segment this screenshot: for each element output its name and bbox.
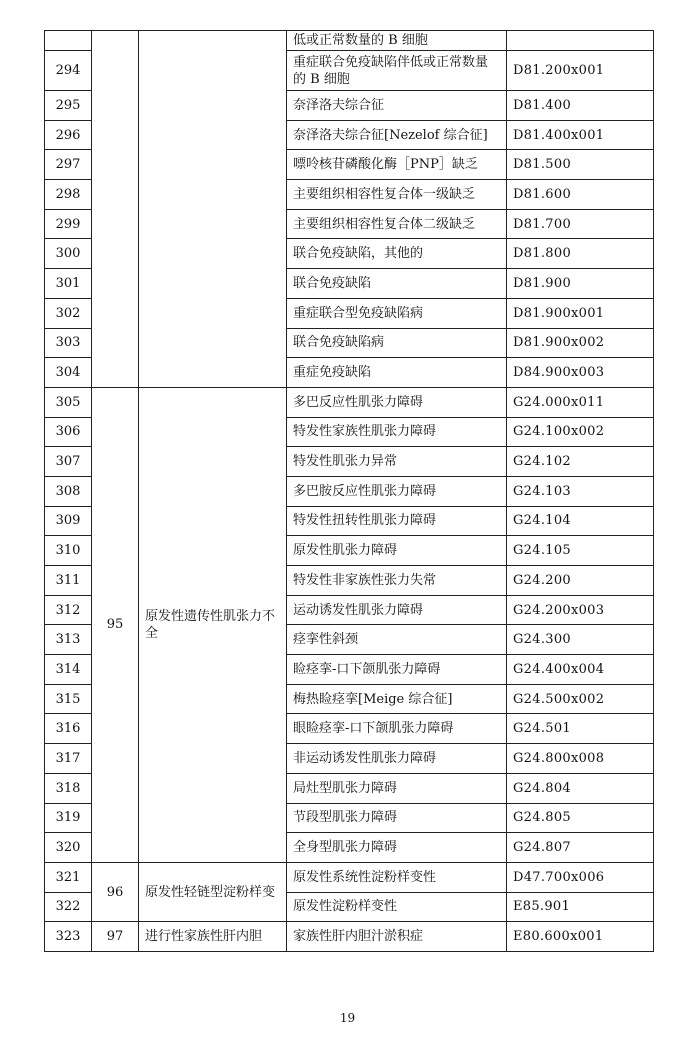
row-number: 297 [45, 150, 92, 180]
icd-code: D84.900x003 [507, 358, 654, 388]
row-number: 304 [45, 358, 92, 388]
disease-name: 多巴胺反应性肌张力障碍 [287, 476, 507, 506]
row-number: 307 [45, 447, 92, 477]
disease-name: 全身型肌张力障碍 [287, 833, 507, 863]
disease-name: 特发性家族性肌张力障碍 [287, 417, 507, 447]
row-number: 308 [45, 476, 92, 506]
row-number: 306 [45, 417, 92, 447]
icd-code: E85.901 [507, 892, 654, 922]
disease-name: 原发性肌张力障碍 [287, 536, 507, 566]
icd-code: D81.900 [507, 269, 654, 299]
icd-code: G24.102 [507, 447, 654, 477]
row-number: 299 [45, 209, 92, 239]
table-body [45, 31, 654, 952]
row-number: 312 [45, 595, 92, 625]
icd-code: D81.400x001 [507, 120, 654, 150]
icd-code: G24.805 [507, 803, 654, 833]
group-name [139, 31, 287, 388]
icd-code: D81.900x001 [507, 298, 654, 328]
disease-name: 原发性系统性淀粉样变性 [287, 862, 507, 892]
row-number: 311 [45, 566, 92, 596]
row-number: 320 [45, 833, 92, 863]
disease-name: 嘌呤核苷磷酸化酶［PNP］缺乏 [287, 150, 507, 180]
icd-code: E80.600x001 [507, 922, 654, 952]
icd-code: G24.000x011 [507, 387, 654, 417]
disease-name: 重症联合免疫缺陷伴低或正常数量的 B 细胞 [287, 51, 507, 91]
disease-name: 奈泽洛夫综合征[Nezelof 综合征] [287, 120, 507, 150]
page-number: 19 [339, 1011, 356, 1025]
disease-name: 睑痉挛-口下颌肌张力障碍 [287, 655, 507, 685]
row-number: 323 [45, 922, 92, 952]
row-number: 305 [45, 387, 92, 417]
row-number: 296 [45, 120, 92, 150]
row-number: 319 [45, 803, 92, 833]
icd-code: G24.103 [507, 476, 654, 506]
disease-name: 节段型肌张力障碍 [287, 803, 507, 833]
disease-name: 主要组织相容性复合体二级缺乏 [287, 209, 507, 239]
table-row [45, 31, 654, 51]
group-name: 进行性家族性肝内胆 [139, 922, 287, 952]
icd-code: G24.804 [507, 773, 654, 803]
disease-name: 非运动诱发性肌张力障碍 [287, 744, 507, 774]
disease-code-table [44, 30, 654, 952]
disease-name: 运动诱发性肌张力障碍 [287, 595, 507, 625]
group-number: 97 [92, 922, 139, 952]
row-number: 303 [45, 328, 92, 358]
disease-name: 低或正常数量的 B 细胞 [287, 31, 507, 51]
row-number [45, 31, 92, 51]
icd-code: G24.501 [507, 714, 654, 744]
icd-code: D81.600 [507, 180, 654, 210]
row-number: 314 [45, 655, 92, 685]
disease-name: 重症联合型免疫缺陷病 [287, 298, 507, 328]
icd-code: G24.104 [507, 506, 654, 536]
disease-name: 联合免疫缺陷 [287, 269, 507, 299]
row-number: 295 [45, 91, 92, 121]
disease-name: 特发性肌张力异常 [287, 447, 507, 477]
table-row [45, 387, 654, 417]
disease-name: 原发性淀粉样变性 [287, 892, 507, 922]
disease-name: 奈泽洛夫综合征 [287, 91, 507, 121]
row-number: 318 [45, 773, 92, 803]
icd-code: D81.900x002 [507, 328, 654, 358]
row-number: 309 [45, 506, 92, 536]
icd-code: G24.500x002 [507, 684, 654, 714]
row-number: 315 [45, 684, 92, 714]
icd-code: D81.800 [507, 239, 654, 269]
row-number: 321 [45, 862, 92, 892]
icd-code: G24.200x003 [507, 595, 654, 625]
disease-name: 联合免疫缺陷病 [287, 328, 507, 358]
icd-code: G24.105 [507, 536, 654, 566]
disease-name: 特发性扭转性肌张力障碍 [287, 506, 507, 536]
icd-code: D47.700x006 [507, 862, 654, 892]
table-row [45, 922, 654, 952]
group-number: 96 [92, 862, 139, 921]
row-number: 302 [45, 298, 92, 328]
icd-code: D81.700 [507, 209, 654, 239]
disease-name: 多巴反应性肌张力障碍 [287, 387, 507, 417]
row-number: 300 [45, 239, 92, 269]
icd-code: D81.500 [507, 150, 654, 180]
row-number: 313 [45, 625, 92, 655]
row-number: 298 [45, 180, 92, 210]
disease-name: 梅热睑痉挛[Meige 综合征] [287, 684, 507, 714]
row-number: 316 [45, 714, 92, 744]
row-number: 301 [45, 269, 92, 299]
row-number: 310 [45, 536, 92, 566]
icd-code: G24.100x002 [507, 417, 654, 447]
disease-name: 家族性肝内胆汁淤积症 [287, 922, 507, 952]
group-name: 原发性遗传性肌张力不全 [139, 387, 287, 862]
disease-name: 眼睑痉挛-口下颌肌张力障碍 [287, 714, 507, 744]
disease-name: 痉挛性斜颈 [287, 625, 507, 655]
row-number: 322 [45, 892, 92, 922]
group-name: 原发性轻链型淀粉样变 [139, 862, 287, 921]
group-number: 95 [92, 387, 139, 862]
disease-name: 重症免疫缺陷 [287, 358, 507, 388]
disease-name: 主要组织相容性复合体一级缺乏 [287, 180, 507, 210]
disease-name: 联合免疫缺陷，其他的 [287, 239, 507, 269]
row-number: 294 [45, 51, 92, 91]
icd-code: G24.400x004 [507, 655, 654, 685]
icd-code: G24.200 [507, 566, 654, 596]
icd-code: G24.800x008 [507, 744, 654, 774]
table-row [45, 862, 654, 892]
icd-code [507, 31, 654, 51]
row-number: 317 [45, 744, 92, 774]
disease-name: 特发性非家族性张力失常 [287, 566, 507, 596]
icd-code: G24.300 [507, 625, 654, 655]
disease-name: 局灶型肌张力障碍 [287, 773, 507, 803]
icd-code: D81.200x001 [507, 51, 654, 91]
icd-code: D81.400 [507, 91, 654, 121]
group-number [92, 31, 139, 388]
icd-code: G24.807 [507, 833, 654, 863]
